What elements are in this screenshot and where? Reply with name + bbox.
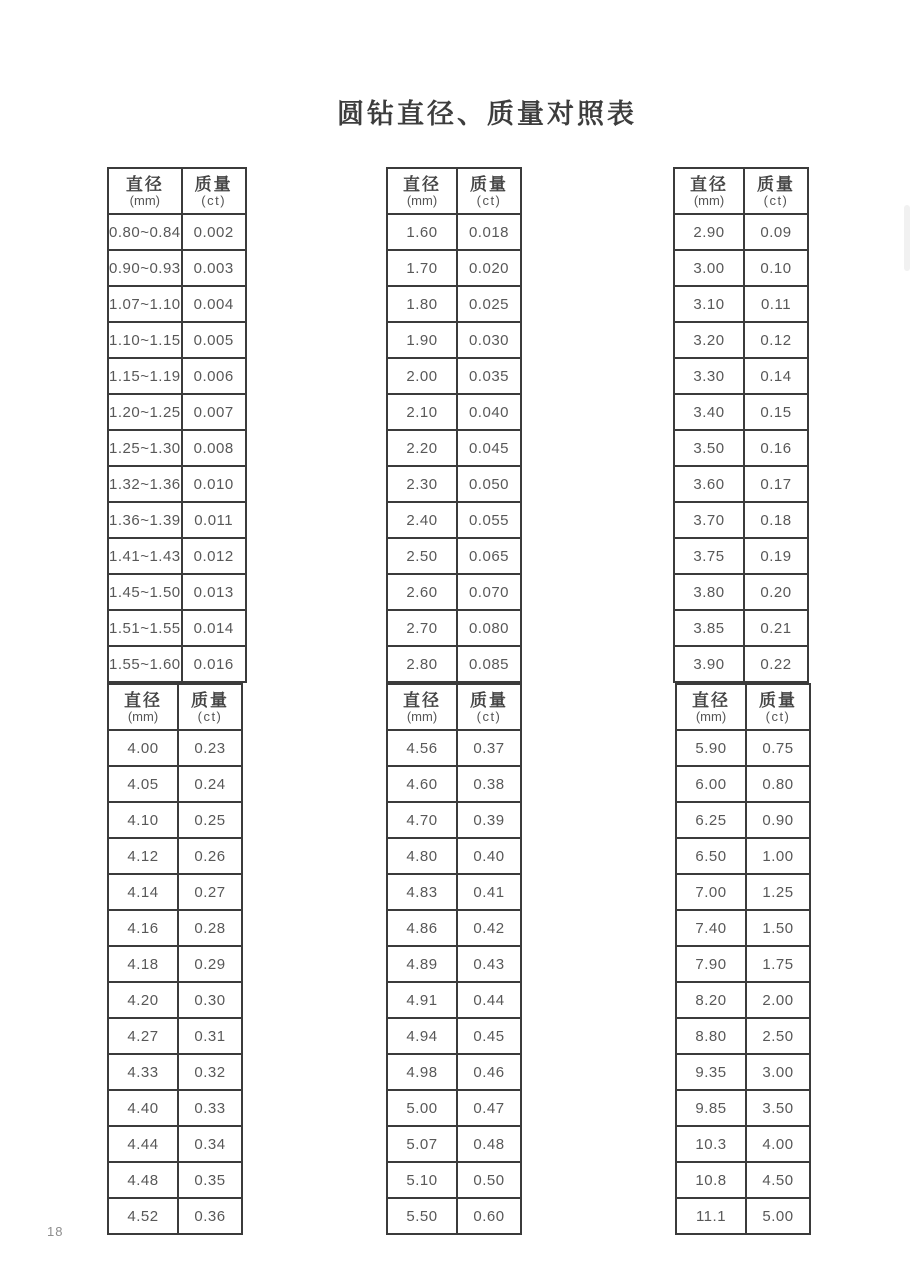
diameter-header-unit: (mm) — [406, 708, 438, 724]
diameter-cell: 4.33 — [108, 1054, 178, 1090]
diameter-cell: 2.20 — [387, 430, 457, 466]
weight-cell: 0.014 — [182, 610, 246, 646]
table-row — [387, 358, 521, 394]
weight-cell: 0.011 — [182, 502, 246, 538]
table-row — [676, 874, 810, 910]
table-row — [676, 982, 810, 1018]
weight-header — [178, 684, 242, 730]
weight-cell: 0.38 — [457, 766, 521, 802]
weight-cell: 0.47 — [457, 1090, 521, 1126]
table-row — [676, 946, 810, 982]
table-row — [387, 946, 521, 982]
table-row — [108, 214, 246, 250]
diameter-cell: 4.56 — [387, 730, 457, 766]
diameter-cell: 4.86 — [387, 910, 457, 946]
diameter-cell: 6.00 — [676, 766, 746, 802]
weight-cell: 0.11 — [744, 286, 808, 322]
table-row — [676, 1126, 810, 1162]
weight-cell: 0.080 — [457, 610, 521, 646]
diameter-cell: 4.48 — [108, 1162, 178, 1198]
weight-cell: 0.32 — [178, 1054, 242, 1090]
diameter-cell: 0.80~0.84 — [108, 214, 182, 250]
weight-cell: 0.17 — [744, 466, 808, 502]
weight-cell: 0.013 — [182, 574, 246, 610]
weight-cell: 0.010 — [182, 466, 246, 502]
table-row — [387, 802, 521, 838]
weight-cell: 3.50 — [746, 1090, 810, 1126]
diameter-cell: 2.40 — [387, 502, 457, 538]
weight-cell: 0.002 — [182, 214, 246, 250]
diameter-cell: 4.14 — [108, 874, 178, 910]
table-row — [108, 874, 242, 910]
diameter-cell: 4.80 — [387, 838, 457, 874]
weight-cell: 0.39 — [457, 802, 521, 838]
table-row — [108, 1054, 242, 1090]
table-row — [387, 430, 521, 466]
diameter-cell: 1.90 — [387, 322, 457, 358]
diameter-cell: 5.90 — [676, 730, 746, 766]
weight-cell: 0.09 — [744, 214, 808, 250]
table-row — [676, 766, 810, 802]
table-row — [108, 802, 242, 838]
diameter-cell: 1.41~1.43 — [108, 538, 182, 574]
diameter-cell: 2.30 — [387, 466, 457, 502]
table-row — [676, 1162, 810, 1198]
table-row — [108, 574, 246, 610]
diameter-cell: 4.52 — [108, 1198, 178, 1234]
table-row — [387, 394, 521, 430]
table-row — [108, 1126, 242, 1162]
diameter-cell: 1.51~1.55 — [108, 610, 182, 646]
diameter-weight-table-1 — [107, 167, 247, 683]
weight-header-label: 质量 — [470, 174, 508, 194]
table-row — [387, 982, 521, 1018]
table-row — [674, 286, 808, 322]
weight-cell: 0.25 — [178, 802, 242, 838]
weight-cell: 0.33 — [178, 1090, 242, 1126]
weight-header-unit: (ct) — [201, 192, 227, 208]
diameter-cell: 4.40 — [108, 1090, 178, 1126]
table-row — [108, 538, 246, 574]
table-row — [108, 730, 242, 766]
table-row — [108, 646, 246, 682]
weight-cell: 0.41 — [457, 874, 521, 910]
table-row — [674, 574, 808, 610]
weight-cell: 0.19 — [744, 538, 808, 574]
diameter-cell: 11.1 — [676, 1198, 746, 1234]
table-header-row — [108, 684, 242, 730]
diameter-header-label: 直径 — [692, 690, 730, 710]
table-row — [387, 574, 521, 610]
table-row — [387, 1162, 521, 1198]
table-header-row — [676, 684, 810, 730]
diameter-cell: 3.60 — [674, 466, 744, 502]
diameter-cell: 2.00 — [387, 358, 457, 394]
diameter-cell: 1.70 — [387, 250, 457, 286]
page-number: 18 — [47, 1224, 64, 1239]
diameter-cell: 0.90~0.93 — [108, 250, 182, 286]
table-row — [108, 286, 246, 322]
weight-header — [182, 168, 246, 214]
diameter-cell: 8.20 — [676, 982, 746, 1018]
table-row — [674, 502, 808, 538]
table-row — [387, 466, 521, 502]
table-row — [674, 610, 808, 646]
weight-cell: 0.20 — [744, 574, 808, 610]
weight-cell: 2.00 — [746, 982, 810, 1018]
weight-cell: 0.26 — [178, 838, 242, 874]
diameter-cell: 4.94 — [387, 1018, 457, 1054]
diameter-cell: 4.70 — [387, 802, 457, 838]
table-row — [108, 1018, 242, 1054]
diameter-cell: 6.50 — [676, 838, 746, 874]
weight-cell: 0.006 — [182, 358, 246, 394]
weight-cell: 0.21 — [744, 610, 808, 646]
weight-header-unit: (ct) — [765, 708, 791, 724]
weight-cell: 0.070 — [457, 574, 521, 610]
table-row — [676, 838, 810, 874]
weight-header-unit: (ct) — [476, 708, 502, 724]
diameter-cell: 2.50 — [387, 538, 457, 574]
weight-cell: 0.43 — [457, 946, 521, 982]
diameter-cell: 3.50 — [674, 430, 744, 466]
diameter-cell: 4.18 — [108, 946, 178, 982]
diameter-header-unit: (mm) — [695, 708, 727, 724]
weight-cell: 0.75 — [746, 730, 810, 766]
weight-cell: 0.36 — [178, 1198, 242, 1234]
table-row — [674, 466, 808, 502]
diameter-cell: 1.10~1.15 — [108, 322, 182, 358]
table-row — [387, 538, 521, 574]
weight-cell: 0.003 — [182, 250, 246, 286]
diameter-header-label: 直径 — [403, 690, 441, 710]
weight-cell: 0.040 — [457, 394, 521, 430]
table-row — [108, 466, 246, 502]
table-row — [387, 874, 521, 910]
weight-cell: 0.22 — [744, 646, 808, 682]
weight-cell: 0.30 — [178, 982, 242, 1018]
diameter-header — [674, 168, 744, 214]
diameter-cell: 2.10 — [387, 394, 457, 430]
weight-header — [744, 168, 808, 214]
diameter-cell: 1.07~1.10 — [108, 286, 182, 322]
table-row — [387, 1090, 521, 1126]
weight-cell: 0.34 — [178, 1126, 242, 1162]
page-title: 圆钻直径、质量对照表 — [337, 99, 637, 129]
table-row — [108, 430, 246, 466]
diameter-header — [387, 684, 457, 730]
table-row — [674, 430, 808, 466]
weight-cell: 0.085 — [457, 646, 521, 682]
weight-header-label: 质量 — [191, 690, 229, 710]
weight-cell: 4.50 — [746, 1162, 810, 1198]
diameter-header-unit: (mm) — [406, 192, 438, 208]
diameter-cell: 2.70 — [387, 610, 457, 646]
diameter-cell: 4.05 — [108, 766, 178, 802]
table-row — [387, 910, 521, 946]
weight-header — [746, 684, 810, 730]
diameter-cell: 3.20 — [674, 322, 744, 358]
table-row — [676, 802, 810, 838]
table-row — [108, 1162, 242, 1198]
diameter-cell: 3.75 — [674, 538, 744, 574]
table-row — [674, 214, 808, 250]
weight-cell: 0.28 — [178, 910, 242, 946]
table-row — [674, 358, 808, 394]
weight-cell: 1.75 — [746, 946, 810, 982]
table-row — [676, 1198, 810, 1234]
diameter-cell: 4.16 — [108, 910, 178, 946]
diameter-cell: 6.25 — [676, 802, 746, 838]
weight-header — [457, 684, 521, 730]
diameter-cell: 5.10 — [387, 1162, 457, 1198]
weight-cell: 0.035 — [457, 358, 521, 394]
weight-cell: 0.12 — [744, 322, 808, 358]
diameter-cell: 3.90 — [674, 646, 744, 682]
diameter-cell: 4.00 — [108, 730, 178, 766]
diameter-cell: 4.20 — [108, 982, 178, 1018]
diameter-weight-table-6 — [675, 683, 811, 1235]
weight-cell: 0.16 — [744, 430, 808, 466]
weight-cell: 0.055 — [457, 502, 521, 538]
table-row — [387, 1054, 521, 1090]
diameter-cell: 3.70 — [674, 502, 744, 538]
weight-cell: 0.31 — [178, 1018, 242, 1054]
weight-header-label: 质量 — [757, 174, 795, 194]
diameter-cell: 1.32~1.36 — [108, 466, 182, 502]
diameter-header — [676, 684, 746, 730]
table-row — [387, 1198, 521, 1234]
weight-cell: 2.50 — [746, 1018, 810, 1054]
weight-cell: 0.27 — [178, 874, 242, 910]
table-row — [387, 250, 521, 286]
weight-cell: 4.00 — [746, 1126, 810, 1162]
diameter-header — [108, 168, 182, 214]
weight-cell: 0.35 — [178, 1162, 242, 1198]
diameter-header-unit: (mm) — [129, 192, 160, 208]
diameter-cell: 4.89 — [387, 946, 457, 982]
table-row — [108, 502, 246, 538]
table-header-row — [387, 168, 521, 214]
diameter-cell: 4.27 — [108, 1018, 178, 1054]
table-row — [108, 250, 246, 286]
diameter-cell: 3.85 — [674, 610, 744, 646]
weight-cell: 0.050 — [457, 466, 521, 502]
table-header-row — [674, 168, 808, 214]
weight-cell: 0.005 — [182, 322, 246, 358]
table-header-row — [108, 168, 246, 214]
table-row — [108, 766, 242, 802]
weight-header-unit: (ct) — [197, 708, 223, 724]
weight-header-unit: (ct) — [476, 192, 502, 208]
diameter-weight-table-5 — [386, 683, 522, 1235]
diameter-cell: 10.8 — [676, 1162, 746, 1198]
diameter-cell: 4.10 — [108, 802, 178, 838]
weight-header-label: 质量 — [470, 690, 508, 710]
table-row — [108, 1198, 242, 1234]
diameter-cell: 7.00 — [676, 874, 746, 910]
weight-cell: 0.24 — [178, 766, 242, 802]
table-row — [676, 1018, 810, 1054]
diameter-header-label: 直径 — [125, 174, 164, 194]
table-row — [387, 1126, 521, 1162]
weight-cell: 3.00 — [746, 1054, 810, 1090]
diameter-cell: 1.60 — [387, 214, 457, 250]
weight-cell: 0.14 — [744, 358, 808, 394]
diameter-cell: 7.40 — [676, 910, 746, 946]
table-row — [387, 610, 521, 646]
weight-cell: 0.030 — [457, 322, 521, 358]
weight-cell: 0.018 — [457, 214, 521, 250]
table-row — [108, 322, 246, 358]
diameter-cell: 5.07 — [387, 1126, 457, 1162]
weight-header-unit: (ct) — [763, 192, 789, 208]
diameter-header-label: 直径 — [690, 174, 728, 194]
diameter-cell: 1.36~1.39 — [108, 502, 182, 538]
diameter-header-unit: (mm) — [127, 708, 159, 724]
weight-cell: 0.44 — [457, 982, 521, 1018]
weight-cell: 0.025 — [457, 286, 521, 322]
table-row — [676, 730, 810, 766]
weight-cell: 0.007 — [182, 394, 246, 430]
diameter-cell: 9.85 — [676, 1090, 746, 1126]
table-row — [387, 766, 521, 802]
weight-header — [457, 168, 521, 214]
diameter-header-label: 直径 — [403, 174, 441, 194]
table-row — [387, 286, 521, 322]
weight-cell: 0.23 — [178, 730, 242, 766]
diameter-cell: 4.91 — [387, 982, 457, 1018]
table-row — [387, 502, 521, 538]
weight-cell: 0.42 — [457, 910, 521, 946]
scroll-indicator — [904, 205, 910, 271]
weight-cell: 0.10 — [744, 250, 808, 286]
table-row — [108, 910, 242, 946]
diameter-cell: 2.80 — [387, 646, 457, 682]
diameter-cell: 1.25~1.30 — [108, 430, 182, 466]
table-row — [674, 322, 808, 358]
table-row — [387, 838, 521, 874]
table-row — [108, 394, 246, 430]
table-row — [108, 1090, 242, 1126]
weight-cell: 0.016 — [182, 646, 246, 682]
weight-cell: 1.25 — [746, 874, 810, 910]
diameter-cell: 3.30 — [674, 358, 744, 394]
diameter-header — [108, 684, 178, 730]
weight-cell: 1.50 — [746, 910, 810, 946]
table-row — [108, 946, 242, 982]
table-row — [108, 358, 246, 394]
diameter-cell: 4.98 — [387, 1054, 457, 1090]
weight-cell: 0.46 — [457, 1054, 521, 1090]
diameter-cell: 1.20~1.25 — [108, 394, 182, 430]
diameter-cell: 3.40 — [674, 394, 744, 430]
table-row — [674, 538, 808, 574]
weight-cell: 0.012 — [182, 538, 246, 574]
diameter-weight-table-2 — [386, 167, 522, 683]
table-row — [108, 838, 242, 874]
weight-header-label: 质量 — [194, 174, 233, 194]
diameter-weight-table-4 — [107, 683, 243, 1235]
table-row — [387, 322, 521, 358]
diameter-cell: 4.83 — [387, 874, 457, 910]
weight-cell: 0.045 — [457, 430, 521, 466]
weight-cell: 0.40 — [457, 838, 521, 874]
table-row — [108, 610, 246, 646]
weight-cell: 0.45 — [457, 1018, 521, 1054]
diameter-cell: 3.10 — [674, 286, 744, 322]
diameter-cell: 8.80 — [676, 1018, 746, 1054]
table-row — [674, 250, 808, 286]
weight-header-label: 质量 — [759, 690, 797, 710]
diameter-cell: 1.15~1.19 — [108, 358, 182, 394]
table-row — [108, 982, 242, 1018]
table-row — [674, 646, 808, 682]
weight-cell: 0.48 — [457, 1126, 521, 1162]
diameter-cell: 5.50 — [387, 1198, 457, 1234]
weight-cell: 0.29 — [178, 946, 242, 982]
weight-cell: 0.50 — [457, 1162, 521, 1198]
table-row — [387, 646, 521, 682]
weight-cell: 0.004 — [182, 286, 246, 322]
weight-cell: 5.00 — [746, 1198, 810, 1234]
diameter-cell: 4.12 — [108, 838, 178, 874]
diameter-header — [387, 168, 457, 214]
table-header-row — [387, 684, 521, 730]
weight-cell: 0.008 — [182, 430, 246, 466]
table-row — [676, 910, 810, 946]
weight-cell: 0.065 — [457, 538, 521, 574]
weight-cell: 0.18 — [744, 502, 808, 538]
diameter-cell: 4.60 — [387, 766, 457, 802]
weight-cell: 0.90 — [746, 802, 810, 838]
diameter-cell: 5.00 — [387, 1090, 457, 1126]
diameter-cell: 2.60 — [387, 574, 457, 610]
table-row — [674, 394, 808, 430]
weight-cell: 0.15 — [744, 394, 808, 430]
diameter-cell: 1.80 — [387, 286, 457, 322]
diameter-cell: 10.3 — [676, 1126, 746, 1162]
diameter-weight-table-3 — [673, 167, 809, 683]
table-row — [676, 1054, 810, 1090]
diameter-cell: 9.35 — [676, 1054, 746, 1090]
table-row — [387, 730, 521, 766]
table-row — [676, 1090, 810, 1126]
diameter-cell: 4.44 — [108, 1126, 178, 1162]
weight-cell: 0.020 — [457, 250, 521, 286]
diameter-header-label: 直径 — [124, 690, 162, 710]
diameter-cell: 3.00 — [674, 250, 744, 286]
diameter-cell: 7.90 — [676, 946, 746, 982]
diameter-cell: 3.80 — [674, 574, 744, 610]
weight-cell: 0.60 — [457, 1198, 521, 1234]
weight-cell: 1.00 — [746, 838, 810, 874]
diameter-header-unit: (mm) — [693, 192, 725, 208]
table-row — [387, 214, 521, 250]
diameter-cell: 1.45~1.50 — [108, 574, 182, 610]
table-row — [387, 1018, 521, 1054]
weight-cell: 0.80 — [746, 766, 810, 802]
weight-cell: 0.37 — [457, 730, 521, 766]
diameter-cell: 2.90 — [674, 214, 744, 250]
diameter-cell: 1.55~1.60 — [108, 646, 182, 682]
